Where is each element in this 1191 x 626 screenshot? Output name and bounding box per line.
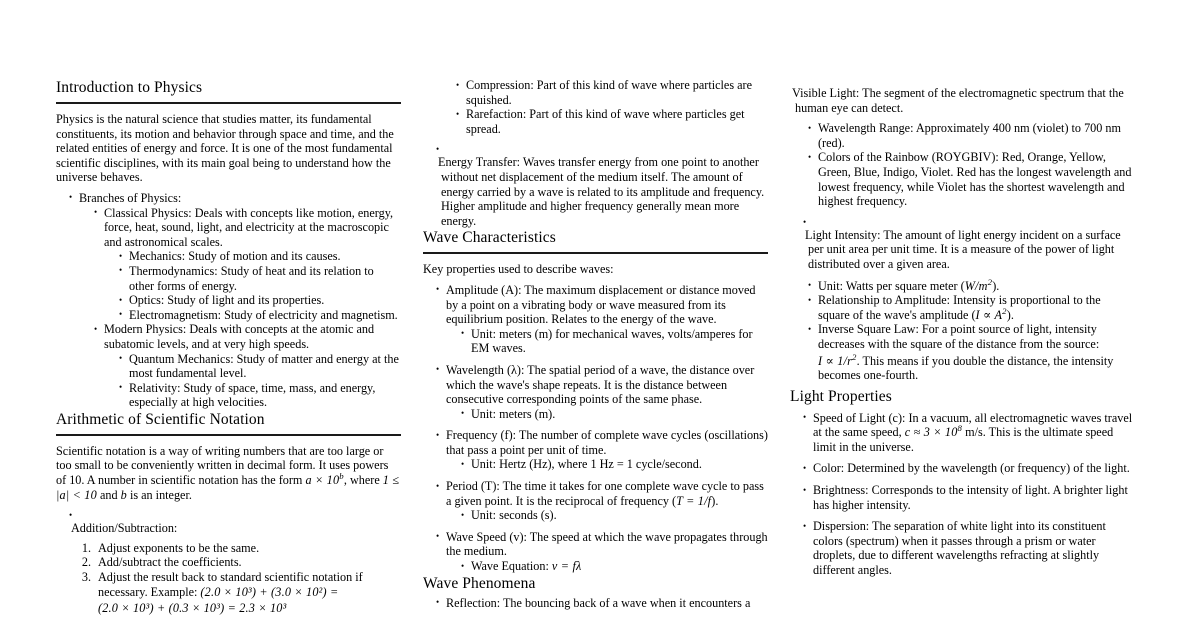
step-add-subtract-coefficients: Add/subtract the coefficients. (98, 555, 242, 570)
sci-notation-exponent-b: b (339, 471, 344, 481)
list-item-amplitude (436, 283, 768, 356)
classical-physics-text: Classical Physics: Deals with concepts like motion, energy, force, heat, sound, light, and electricity at the macroscopic and astronomical scales. (104, 205, 394, 249)
bullet-marker-icon: • (803, 216, 807, 227)
addition-subtraction-label: Addition/Subtraction: (71, 521, 178, 536)
intensity-unit-exponent: 2 (987, 276, 993, 287)
sci-notation-math-1: $a \times 10^b$ (305, 471, 344, 488)
bullet-marker-icon: • (69, 510, 73, 521)
addsub-example-line-2: (2.0 × 10³) + (0.3 × 10³) = 2.3 × 10³ (98, 601, 287, 616)
step-adjust-result-text: Adjust the result back to standard scientific notation if necessary. Example: (98, 570, 363, 599)
list-item-intensity-unit (808, 276, 1135, 294)
wave-phenomena-list (423, 596, 768, 611)
visible-light-text: Visible Light: The segment of the electromagnetic spectrum that the human eye can detect. (792, 86, 1124, 115)
energy-transfer-text: Energy Transfer: Waves transfer energy from one point to another without net displacement of the medium itself. The amount of energy carried by a wave is related to its amplitude and frequency. Higher amplitude and higher frequency generally mean more energy. (438, 155, 765, 228)
light-properties-list (790, 411, 1135, 578)
amplitude-rel-exponent: 2 (1002, 305, 1007, 316)
list-item-quantum-mechanics: • Quantum Mechanics: Study of matter and energy at the most fundamental level. (119, 352, 401, 381)
wave-equation-formula: v = fλ (551, 559, 582, 574)
list-item-frequency (436, 428, 768, 472)
list-item-wave-speed (436, 530, 768, 574)
wave-speed-text: Wave Speed (v): The speed at which the wave propagates through the medium. (446, 529, 768, 559)
wave-speed-sublist (446, 559, 768, 574)
speed-of-light-formula: $c \approx 3 \times 10^8$ (904, 423, 963, 440)
list-item-period (436, 479, 768, 523)
list-item-rarefaction: • Rarefaction: Part of this kind of wave where particles get spread. (456, 107, 768, 136)
branches-label: Branches of Physics: (79, 190, 182, 205)
wavelength-text: Wavelength (λ): The spatial period of a wave, the distance over which the wave's shape repeats. It is the distance between consecutive corresponding points of the same phase. (446, 362, 755, 407)
list-item-frequency-unit: • Unit: Hertz (Hz), where 1 Hz = 1 cycle/second. (461, 457, 768, 472)
list-item-wavelength (436, 363, 768, 421)
heading-introduction-to-physics: Introduction to Physics (56, 78, 401, 104)
light-intensity-text: Light Intensity: The amount of light energy incident on a surface per unit area per unit time. It is a measure of the power of light distributed over a given area. (805, 227, 1121, 271)
list-item-reflection: • Reflection: The bouncing back of a wave when it encounters a (436, 596, 768, 611)
wave-parts-list (423, 78, 768, 136)
classical-physics-sublist (104, 249, 401, 322)
step-adjust-exponents: Adjust exponents to be the same. (98, 540, 260, 555)
sci-notation-text-3: and (96, 487, 121, 502)
list-item-brightness: • Brightness: Corresponds to the intensity of light. A brighter light has higher intensity. (803, 483, 1135, 512)
visible-light-sublist (790, 121, 1135, 209)
intro-paragraph: Physics is the natural science that studies matter, its fundamental constituents, its motion and behavior through space and time, and the related entities of energy and force. It is one of the most fundamental scientific disciplines, with its main goal being to understand how the universe behaves. (56, 112, 394, 185)
inverse-square-pre: Inverse Square Law: For a point source of light, intensity decreases with the square of the distance from the source: (818, 322, 1100, 351)
list-item-wavelength-unit: • Unit: meters (m). (461, 407, 768, 422)
heading-light-properties: Light Properties (790, 387, 892, 405)
period-formula: T = 1/f (676, 493, 712, 508)
sci-notation-text-1: Scientific notation is a way of writing numbers that are too large or too small to be conveniently written in decimal form. It uses powers of 10. A number in scientific notation has the form (56, 443, 389, 488)
list-item-roygbiv: • Colors of the Rainbow (ROYGBIV): Red, Orange, Yellow, Green, Blue, Indigo, Violet. Red has the longest wavelength and lowest frequency, while Violet has the shortest wavelength and highest frequency. (808, 150, 1135, 208)
column-right (790, 78, 1135, 626)
list-item-optics: • Optics: Study of light and its properties. (119, 293, 401, 308)
period-text-post: ). (711, 493, 719, 508)
list-item-wavelength-range: • Wavelength Range: Approximately 400 nm (violet) to 700 nm (red). (808, 121, 1135, 150)
addition-subtraction-block (56, 511, 401, 536)
energy-transfer-block (423, 145, 768, 228)
intensity-unit-pre: Unit: Watts per square meter ( (818, 278, 965, 293)
column-middle (423, 78, 768, 626)
speed-of-light-pre: Speed of Light (c): In a vacuum, all electromagnetic waves travel at the same speed, (813, 410, 1133, 440)
key-properties-label: Key properties used to describe waves: (423, 262, 614, 277)
amplitude-text: Amplitude (A): The maximum displacement or distance moved by a point on a vibrating body or wave measured from its equilibrium position. Relates to the energy of the wave. (446, 282, 756, 327)
list-item-branches-of-physics (69, 191, 401, 410)
list-item-classical-physics (94, 206, 401, 323)
speed-of-light-post: m/s. This is the ultimate speed limit in the universe. (813, 425, 1114, 454)
amplitude-rel-formula: $I \propto A^2$ (975, 305, 1007, 322)
sci-notation-math-3: b (120, 487, 127, 502)
sci-notation-text-4: is an integer. (126, 487, 192, 502)
list-item-inverse-square-law (808, 322, 1135, 382)
addsub-example-line-1: (2.0 × 10³) + (3.0 × 10²) = (200, 584, 339, 599)
frequency-sublist (446, 457, 768, 472)
modern-physics-sublist (104, 352, 401, 410)
step-adjust-result (96, 570, 401, 616)
modern-physics-text: Modern Physics: Deals with concepts at the atomic and subatomic levels, and at very high speeds. (104, 322, 375, 351)
wavelength-sublist (446, 407, 768, 422)
list-item-dispersion: • Dispersion: The separation of white light into its constituent colors (spectrum) when it passes through a prism or water droplets, due to different wavelengths refracting at slightly different angles. (803, 519, 1135, 577)
speed-of-light-exponent: 8 (957, 423, 963, 434)
amplitude-rel-post: ). (1006, 307, 1014, 322)
heading-wave-phenomena: Wave Phenomena (423, 574, 536, 592)
scientific-notation-paragraph (56, 444, 401, 502)
wave-equation-label: Wave Equation: (471, 559, 552, 574)
three-column-layout (56, 78, 1136, 626)
bullet-marker-icon: • (436, 144, 440, 155)
light-intensity-sublist (790, 276, 1135, 383)
addition-subtraction-steps (56, 541, 401, 616)
amplitude-rel-pre: Relationship to Amplitude: Intensity is proportional to the square of the wave's amplitude ( (818, 293, 1101, 322)
branches-list (56, 191, 401, 410)
inverse-square-exponent: 2 (852, 351, 857, 362)
light-intensity-block (790, 218, 1135, 272)
period-sublist (446, 508, 768, 523)
list-item-modern-physics (94, 322, 401, 410)
intensity-unit-post: ). (992, 278, 1000, 293)
list-item-electromagnetism: • Electromagnetism: Study of electricity and magnetism. (119, 308, 401, 323)
inverse-square-formula: $I \propto 1/r^2$ (818, 351, 857, 368)
period-text-pre: Period (T): The time it takes for one complete wave cycle to pass a given point. It is the reciprocal of frequency ( (446, 479, 764, 508)
list-item-mechanics: • Mechanics: Study of motion and its causes. (119, 249, 401, 264)
list-item-color: • Color: Determined by the wavelength (or frequency) of the light. (803, 461, 1135, 476)
intensity-unit-formula: $W/m^2$ (964, 276, 993, 293)
heading-wave-characteristics: Wave Characteristics (423, 228, 768, 254)
inverse-square-line (818, 351, 1135, 383)
branches-sublist (79, 206, 401, 410)
frequency-text: Frequency (f): The number of complete wave cycles (oscillations) that pass a point per unit of time. (446, 428, 768, 457)
amplitude-sublist (446, 327, 768, 356)
inverse-square-post: . This means if you double the distance, the intensity becomes one-fourth. (818, 353, 1114, 383)
sci-notation-math-2: 1 ≤ |a| < 10 (56, 473, 400, 502)
wave-properties-list (423, 283, 768, 574)
heading-arithmetic-of-scientific-notation: Arithmetic of Scientific Notation (56, 410, 401, 436)
list-item-thermodynamics: • Thermodynamics: Study of heat and its relation to other forms of energy. (119, 264, 401, 293)
list-item-compression: • Compression: Part of this kind of wave where particles are squished. (456, 78, 768, 107)
list-item-wave-equation (461, 559, 768, 574)
list-item-speed-of-light (803, 411, 1135, 455)
list-item-relativity: • Relativity: Study of space, time, mass, and energy, especially at high velocities. (119, 381, 401, 410)
list-item-relationship-to-amplitude (808, 293, 1135, 322)
list-item-period-unit: • Unit: seconds (s). (461, 508, 768, 523)
sci-notation-text-2: , where (343, 473, 383, 488)
column-left (56, 78, 401, 626)
list-item-amplitude-unit: • Unit: meters (m) for mechanical waves, volts/amperes for EM waves. (461, 327, 768, 356)
